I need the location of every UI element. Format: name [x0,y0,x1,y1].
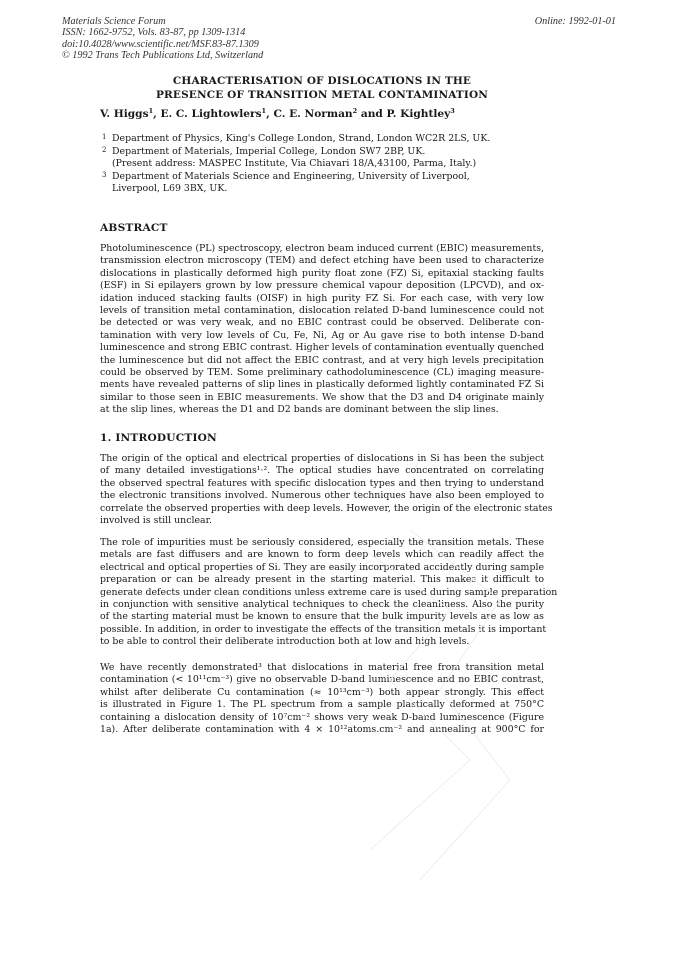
intro-paragraph-1 [100,453,553,527]
author-separator: , [153,108,161,120]
affiliation-line [102,158,490,171]
text-line: involved is still unclear. [100,515,213,527]
journal-header [62,16,263,62]
text-line: generate defects under clean conditions unless extreme care is used during sample preparation [100,586,558,598]
text-line: to be able to control their deliberate introduction both at low and high levels. [100,636,470,648]
affiliation-number: 3 [102,170,107,179]
text-line: tamination with very low levels of Cu, Fe, Ni, Ag or Au gave rise to both intense D-band [100,329,544,341]
text-line: contamination (< 10¹¹cm⁻³) give no observable D-band luminescence and no EBIC contrast, [100,674,544,686]
author-affil-mark: 3 [450,107,455,115]
text-line: similar to those seen in EBIC measurements. We show that the D3 and D4 originate mainly [100,391,544,403]
affiliation-line [102,146,490,159]
text-line: 1a). After deliberate contamination with 4 × 10¹²atoms.cm⁻² and annealing at 900°C for [100,724,544,736]
text-line: preparation or can be already present in the starting material. This makes it difficult to [100,574,544,586]
author-affil-mark: 2 [352,107,358,115]
text-line: of the starting material must be known to ensure that the bulk impurity levels are as low as [100,611,544,623]
text-line: electrical and optical properties of Si. They are easily incorporated accidently during sample [100,561,544,573]
text-line: levels of transition metal contamination, dislocation related D-band luminescence could not [100,305,544,317]
text-line: be detected or was very weak, and no EBIC contrast could be observed. Deliberate con- [100,317,544,329]
text-line: correlate the observed properties with deep levels. However, the origin of the electronic states [100,502,553,514]
issn-line: ISSN: 1662-9752, Vols. 83-87, pp 1309-1314 [62,27,246,39]
affiliation-text: (Present address: MASPEC Institute, Via Chiavari 18/A,43100, Parma, Italy.) [112,158,477,170]
affiliations [102,133,490,196]
title-line-2: PRESENCE OF TRANSITION METAL CONTAMINATION [156,88,488,101]
author-name: P. Kightley [386,108,451,120]
author-name: C. E. Norman [273,108,353,120]
text-line: Photoluminescence (PL) spectroscopy, electron beam induced current (EBIC) measurements, [100,243,544,254]
text-line: metals are fast diffusers and are known to form deep levels which can readily affect the [100,549,544,561]
affiliation-number: 2 [102,145,107,154]
introduction-heading: 1. INTRODUCTION [100,432,217,444]
author-list [100,108,455,120]
text-line: dislocations in plastically deformed high purity float zone (FZ) Si, epitaxial stacking faults [100,267,544,279]
text-line: (ESF) in Si epilayers grown by low pressure chemical vapour deposition (LPCVD), and ox- [100,280,544,292]
text-line: possible. In addition, in order to investigate the effects of the transition metals it is important [100,623,547,635]
text-line: the electronic transitions involved. Numerous other techniques have also been employed to [100,490,544,502]
text-line: is illustrated in Figure 1. The PL spectrum from a sample plastically deformed at 750°C [100,699,544,711]
author-name: V. Higgs [100,108,149,120]
text-line: containing a dislocation density of 10⁷cm⁻² shows very weak D-band luminescence (Figure [100,711,544,723]
affiliation-text: Department of Physics, King's College London, Strand, London WC2R 2LS, UK. [112,133,491,144]
text-line: luminescence and strong EBIC contrast. Higher levels of contamination eventually quenched [100,342,544,354]
text-line: could be observed by TEM. Some preliminary cathodoluminescence (CL) imaging measure- [100,367,544,379]
affiliation-line [102,133,490,146]
author-separator: and [357,108,387,120]
affiliation-line [102,183,490,196]
affiliation-text: Department of Materials, Imperial College, London SW7 2BP, UK. [112,145,426,157]
text-line: We have recently demonstrated³ that dislocations in material free from transition metal [100,662,544,673]
text-line: idation induced stacking faults (OISF) in high purity FZ Si. For each case, with very low [100,292,544,304]
text-line: of many detailed investigations¹·². The optical studies have concentrated on correlating [100,465,544,477]
affiliation-line [102,171,490,184]
intro-paragraph-2 [100,537,558,649]
text-line: the observed spectral features with specific dislocation types and then trying to understand [100,477,544,489]
affiliation-number: 1 [102,133,107,141]
doi-line[interactable]: doi:10.4028/www.scientific.net/MSF.83-87.1309 [62,38,259,50]
author-affil-mark: 1 [148,107,154,115]
author-affil-mark: 1 [261,107,267,115]
abstract-body [100,243,544,417]
online-date: Online: 1992-01-01 [534,16,616,27]
abstract-heading: ABSTRACT [100,222,168,234]
text-line: The origin of the optical and electrical properties of dislocations in Si has been the subject [100,453,544,464]
journal-name: Materials Science Forum [62,16,166,27]
affiliation-text: Liverpool, L69 3BX, UK. [112,183,228,195]
intro-paragraph-3 [100,662,544,736]
text-line: at the slip lines, whereas the D1 and D2 bands are dominant between the slip lines. [100,404,499,416]
text-line: transmission electron microscopy (TEM) and defect etching have been used to characterize [100,255,544,267]
author-separator: , [266,108,274,120]
copyright-line: © 1992 Trans Tech Publications Ltd, Switzerland [62,50,264,62]
text-line: in conjunction with sensitive analytical techniques to check the cleanliness. Also the purity [100,599,544,611]
text-line: whilst after deliberate Cu contamination (≈ 10¹³cm⁻³) both appear strongly. This effect [100,686,544,698]
title-line-1: CHARACTERISATION OF DISLOCATIONS IN THE [172,75,472,87]
text-line: ments have revealed patterns of slip lines in plastically deformed lightly contaminated FZ Si [100,379,544,391]
text-line: the luminescence but did not affect the EBIC contrast, and at very high levels precipitation [100,354,544,366]
paper-title [100,75,544,102]
author-name: E. C. Lightowlers [160,108,262,120]
text-line: The role of impurities must be seriously considered, especially the transition metals. These [100,537,544,548]
affiliation-text: Department of Materials Science and Engineering, University of Liverpool, [112,170,470,182]
